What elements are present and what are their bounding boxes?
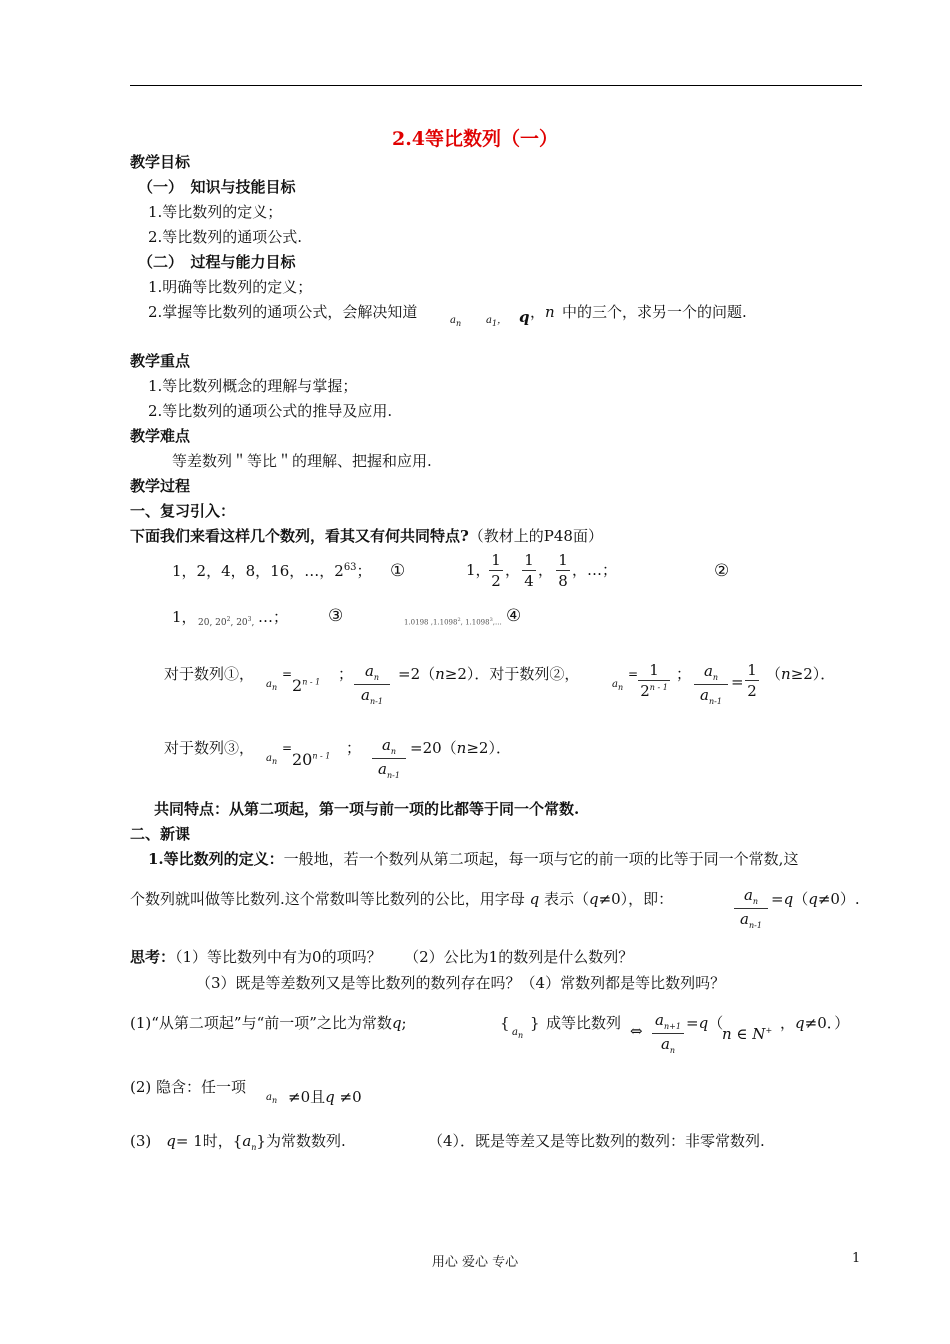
- marker-1: ①: [390, 561, 406, 581]
- definition-text-2: 个数列就叫做等比数列.这个常数叫等比数列的公比，用字母: [130, 890, 525, 908]
- iff-symbol: ⇔: [630, 1022, 643, 1040]
- think-line-2: （3）既是等差数列又是等比数列的数列存在吗？（4）常数列都是等比数列吗？: [196, 974, 726, 992]
- separator: ；: [676, 665, 692, 683]
- fraction-eighth: 1 8: [556, 551, 570, 590]
- sequence-1: [172, 563, 372, 579]
- sequence-3-tail: …；: [258, 608, 289, 626]
- definition-line-2: 个数列就叫做等比数列.这个常数叫等比数列的公比，用字母 q 表示（q≠0），即：: [130, 890, 674, 908]
- definition-tail: =q（q≠0）.: [771, 890, 860, 908]
- review-ref: （教材上的P48面）: [468, 527, 603, 545]
- comma: ，: [538, 561, 554, 579]
- think-label: 思考：: [130, 948, 176, 966]
- note-2: (2) 隐含：任一项: [130, 1078, 247, 1096]
- goals-heading: 教学目标: [130, 153, 191, 171]
- note-1-tail: ，q≠0．）: [780, 1014, 850, 1032]
- note-1: (1)“从第二项起”与“前一项”之比为常数q;: [130, 1014, 407, 1032]
- sequence-1-exp: 63: [343, 562, 357, 573]
- goal1-heading: （一） 知识与技能目标: [138, 178, 296, 196]
- goal1-item: 1.等比数列的定义；: [148, 203, 283, 221]
- footer: 用心 爱心 专心: [431, 1255, 519, 1270]
- goal1-item: 2.等比数列的通项公式.: [148, 228, 303, 246]
- fraction-ratio-next: $a_{n+1}$ $a_n$: [652, 1011, 684, 1055]
- key-item: 1.等比数列概念的理解与掌握；: [148, 377, 358, 395]
- page-number: 1: [852, 1251, 861, 1266]
- brace-open: {: [500, 1014, 510, 1032]
- definition-text: 一般地，若一个数列从第二项起，每一项与它的前一项的比等于同一个常数,这: [283, 850, 799, 868]
- brace-close: }: [530, 1014, 540, 1032]
- equals: =: [282, 741, 293, 755]
- marker-3: ③: [328, 606, 344, 626]
- fraction-ratio: $a_n$ $a_{n-1}$: [354, 662, 390, 706]
- note-4: （4）．既是等差又是等比数列的数列：非零常数列.: [428, 1132, 765, 1150]
- comma: ，: [505, 561, 521, 579]
- sequence-1-tail: ；: [356, 562, 372, 580]
- review-heading: 一、复习引入：: [130, 502, 236, 520]
- common-feature: 共同特点：从第二项起，第一项与前一项的比都等于同一个常数.: [154, 800, 580, 818]
- sequence-2-tail: ，…；: [572, 561, 618, 579]
- formula-20-pow: 20$^{n - 1}$: [292, 750, 331, 769]
- key-item: 2.等比数列的通项公式的推导及应用.: [148, 402, 393, 420]
- fraction-ratio: $a_n$ $a_{n-1}$: [694, 662, 728, 706]
- ratio-value: =2（n≥2）．对于数列②，: [398, 665, 580, 683]
- page-title: 2.4等比数列（一）: [391, 128, 559, 150]
- goal2-item: 1.明确等比数列的定义；: [148, 278, 313, 296]
- difficulty-text: 等差数列＂等比＂的理解、把握和应用.: [172, 452, 432, 470]
- definition-bold: 1.等比数列的定义：: [148, 850, 284, 868]
- formula-nonzero: ≠0且q ≠0: [288, 1088, 362, 1106]
- sequence-4-text: 1.0198 ,1.1098: [404, 618, 458, 627]
- ratio-value: =20（n≥2）．: [410, 739, 511, 757]
- key-heading: 教学重点: [130, 352, 191, 370]
- think-line-1: [130, 950, 633, 965]
- goal2-item: 2.掌握等比数列的通项公式，会解决知道: [148, 303, 418, 321]
- sequence-2-first: 1，: [466, 561, 491, 579]
- goal2-heading: （二） 过程与能力目标: [138, 253, 296, 271]
- formula-q: q: [519, 308, 530, 326]
- sequence-1-text: 1，2，4，8，16，…，2: [172, 562, 344, 580]
- formula-an: $a_n$: [266, 679, 278, 692]
- review-question-text: 下面我们来看这样几个数列，看其又有何共同特点?: [130, 527, 469, 545]
- formula-an: $a_n$: [266, 753, 278, 766]
- formula-an: $a_n$: [266, 1092, 278, 1105]
- note-3: (3) q= 1时，$\{a_n\}$为常数数列.: [130, 1132, 346, 1152]
- formula-a1: $a_1$，: [486, 315, 508, 328]
- formula-n: ，n: [530, 303, 555, 321]
- note-3-text: 为常数数列.: [265, 1132, 346, 1150]
- equals: =: [731, 673, 744, 691]
- fraction-half: 1 2: [745, 661, 759, 700]
- equals: =: [282, 667, 293, 681]
- sequence-3: 20, $20^2$, $20^3$,: [198, 616, 255, 628]
- equals: =: [628, 667, 639, 681]
- difficulty-heading: 教学难点: [130, 427, 191, 445]
- analysis-3-label: 对于数列③，: [164, 739, 255, 757]
- sequence-3-text: 20, 20: [198, 618, 227, 628]
- review-question: [130, 529, 603, 544]
- formula-an: $a_n$: [612, 679, 624, 692]
- formula-an: $a_n$: [512, 1027, 524, 1040]
- goal2-item-suffix: 中的三个，求另一个的问题.: [562, 303, 747, 321]
- separator: ；: [338, 665, 354, 683]
- ratio-condition: （n≥2）．: [766, 665, 836, 683]
- marker-4: ④: [506, 606, 522, 626]
- process-heading: 教学过程: [130, 477, 191, 495]
- fraction-ratio: $a_n$ $a_{n-1}$: [372, 736, 406, 780]
- fraction-ratio: $a_n$ $a_{n-1}$: [734, 886, 768, 930]
- formula-an: $a_n$: [450, 315, 462, 328]
- fraction-quarter: 1 4: [522, 551, 536, 590]
- fraction-half: 1 2: [489, 551, 503, 590]
- note-3-label: (3): [130, 1132, 152, 1150]
- note-1-text: (1)“从第二项起”与“前一项”之比为常数: [130, 1014, 392, 1032]
- n-in-N: n ∈ N+: [722, 1025, 773, 1043]
- analysis-1-label: 对于数列①，: [164, 665, 255, 683]
- new-heading: 二、新课: [130, 825, 191, 843]
- think-text-1: （1）等比数列中有为0的项吗？ （2）公比为1的数列是什么数列？: [175, 948, 634, 966]
- note-1-mid: 成等比数列: [546, 1014, 622, 1032]
- separator: ；: [346, 739, 362, 757]
- formula-2-pow: 2$^{n - 1}$: [292, 676, 321, 695]
- sequence-3-head: 1，: [172, 608, 197, 626]
- marker-2: ②: [714, 561, 730, 581]
- header-rule: [130, 85, 862, 86]
- definition-line-1: [148, 852, 798, 867]
- note-1-eq: =q（: [686, 1014, 724, 1032]
- fraction-term: 1 2$^{n - 1}$: [638, 661, 670, 700]
- sequence-4: 1.0198 ,1.1098$^2$, 1.1098$^3$,...: [404, 617, 502, 627]
